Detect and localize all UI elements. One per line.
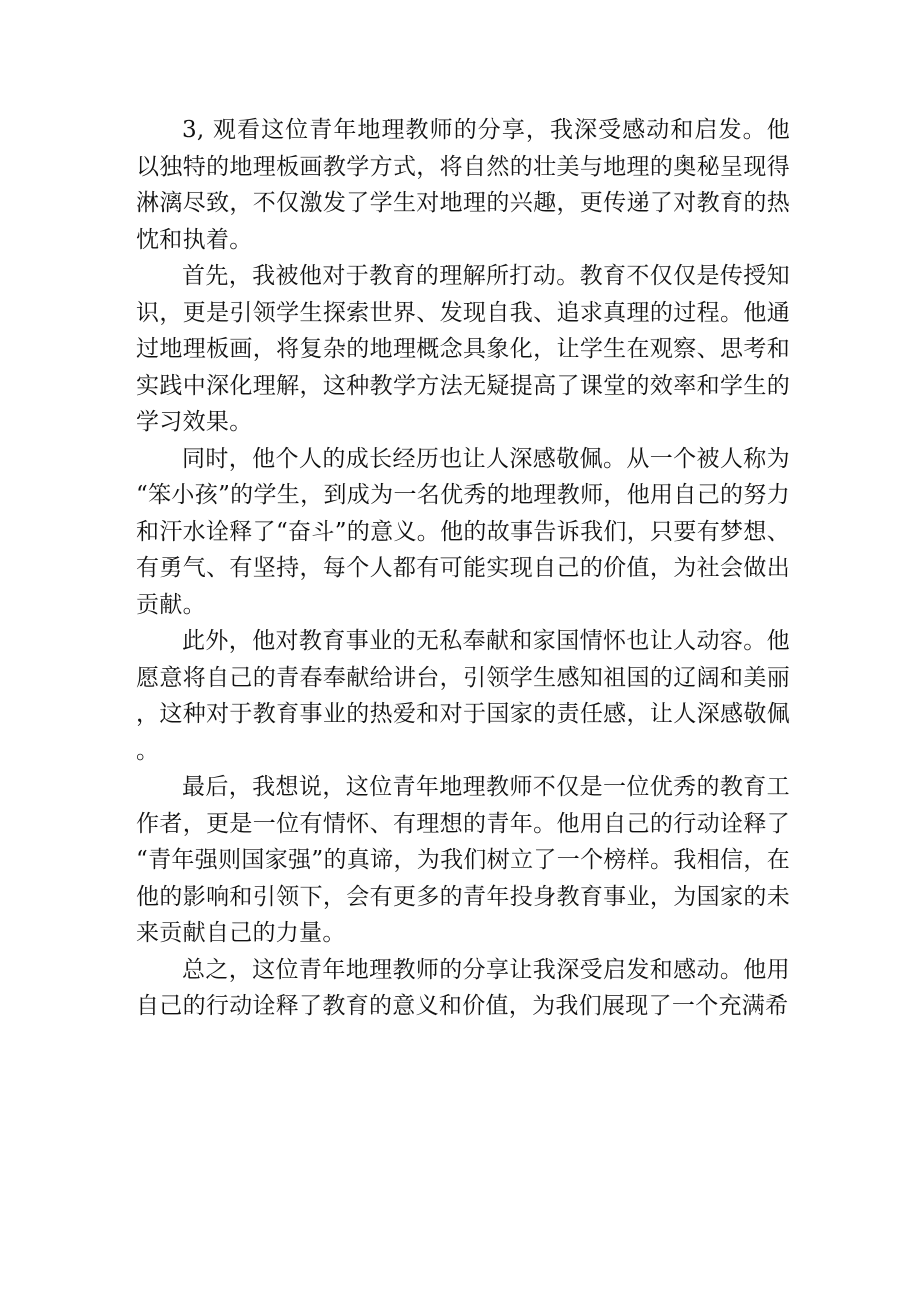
paragraph-1: 3, 观看这位青年地理教师的分享，我深受感动和启发。他以独特的地理板画教学方式，将自然的壮美与地理的奥秘呈现得淋漓尽致，不仅激发了学生对地理的兴趣，更传递了对教育的热忱和执着。	[136, 117, 790, 253]
paragraph-3: 同时，他个人的成长经历也让人深感敬佩。从一个被人称为“笨小孩”的学生，到成为一名优秀的地理教师，他用自己的努力和汗水诠释了“奋斗”的意义。他的故事告诉我们，只要有梦想、有勇气、有坚持，每个人都有可能实现自己的价值，为社会做出贡献。	[136, 445, 790, 618]
paragraph-4: 此外，他对教育事业的无私奉献和家国情怀也让人动容。他愿意将自己的青春奉献给讲台，引领学生感知祖国的辽阔和美丽，这种对于教育事业的热爱和对于国家的责任感，让人深感敬佩。	[136, 628, 790, 764]
paragraph-5: 最后，我想说，这位青年地理教师不仅是一位优秀的教育工作者，更是一位有情怀、有理想的青年。他用自己的行动诠释了“青年强则国家强”的真谛，为我们树立了一个榜样。我相信，在他的影响和引领下，会有更多的青年投身教育事业，为国家的未来贡献自己的力量。	[136, 774, 790, 946]
paragraph-2: 首先，我被他对于教育的理解所打动。教育不仅仅是传授知识，更是引领学生探索世界、发现自我、追求真理的过程。他通过地理板画，将复杂的地理概念具象化，让学生在观察、思考和实践中深化理解，这种教学方法无疑提高了课堂的效率和学生的学习效果。	[136, 263, 790, 435]
paragraph-6: 总之，这位青年地理教师的分享让我深受启发和感动。他用自己的行动诠释了教育的意义和价值，为我们展现了一个充满希	[136, 956, 790, 1019]
document-body	[136, 112, 790, 1025]
